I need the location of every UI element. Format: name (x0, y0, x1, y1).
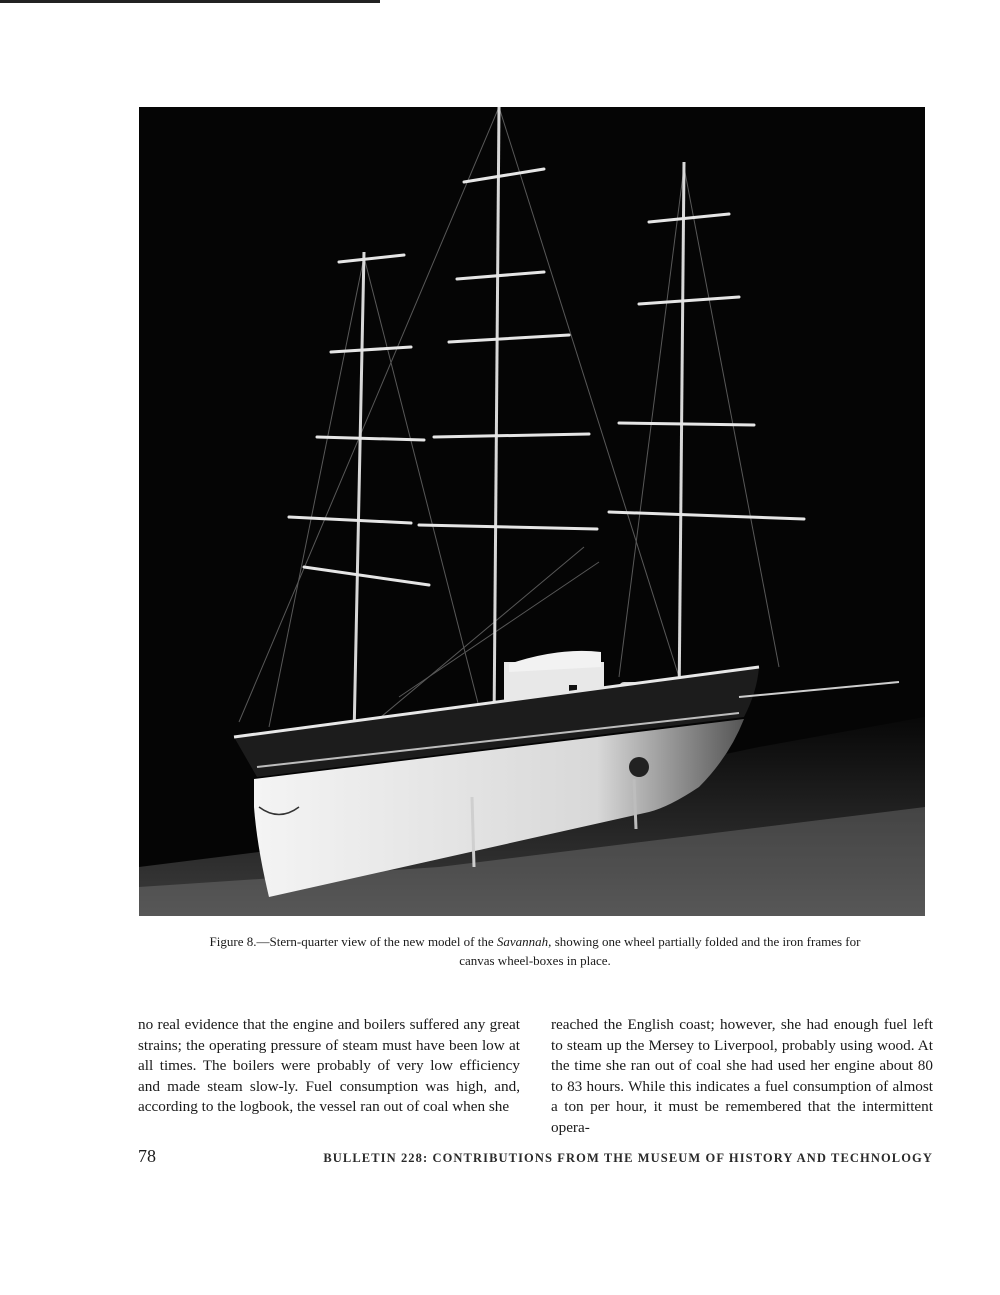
ship-model-illustration (139, 107, 925, 916)
running-head: BULLETIN 228: CONTRIBUTIONS FROM THE MUSEUM OF HISTORY AND TECHNOLOGY (323, 1151, 933, 1165)
page-footer (138, 1146, 933, 1167)
page-number: 78 (138, 1146, 156, 1166)
body-column-left: no real evidence that the engine and boilers suffered any great strains; the operating pressure of steam must have been low at all times. The boilers were probably of very low efficiency and made steam slow-ly. Fuel consumption was high, and, according to the logbook, the vessel ran out of coal when she (138, 1016, 520, 1115)
body-column-right: reached the English coast; however, she had enough fuel left to steam up the Mersey to Liverpool, probably using wood. At the time she ran out of coal she had used her engine about 80 to 83 hours. While this indicates a fuel consumption of almost a ton per hour, it must be remembered that the intermittent opera- (551, 1016, 933, 1136)
caption-suffix: showing one wheel partially folded and the iron frames for canvas wheel-boxes in place. (459, 934, 861, 968)
top-rule (0, 0, 380, 3)
caption-ship-name: Savannah, (496, 934, 552, 949)
figure-caption (205, 932, 865, 970)
ship-model-photo (139, 107, 925, 916)
caption-prefix: Figure 8.—Stern-quarter view of the new model of the (209, 934, 497, 949)
